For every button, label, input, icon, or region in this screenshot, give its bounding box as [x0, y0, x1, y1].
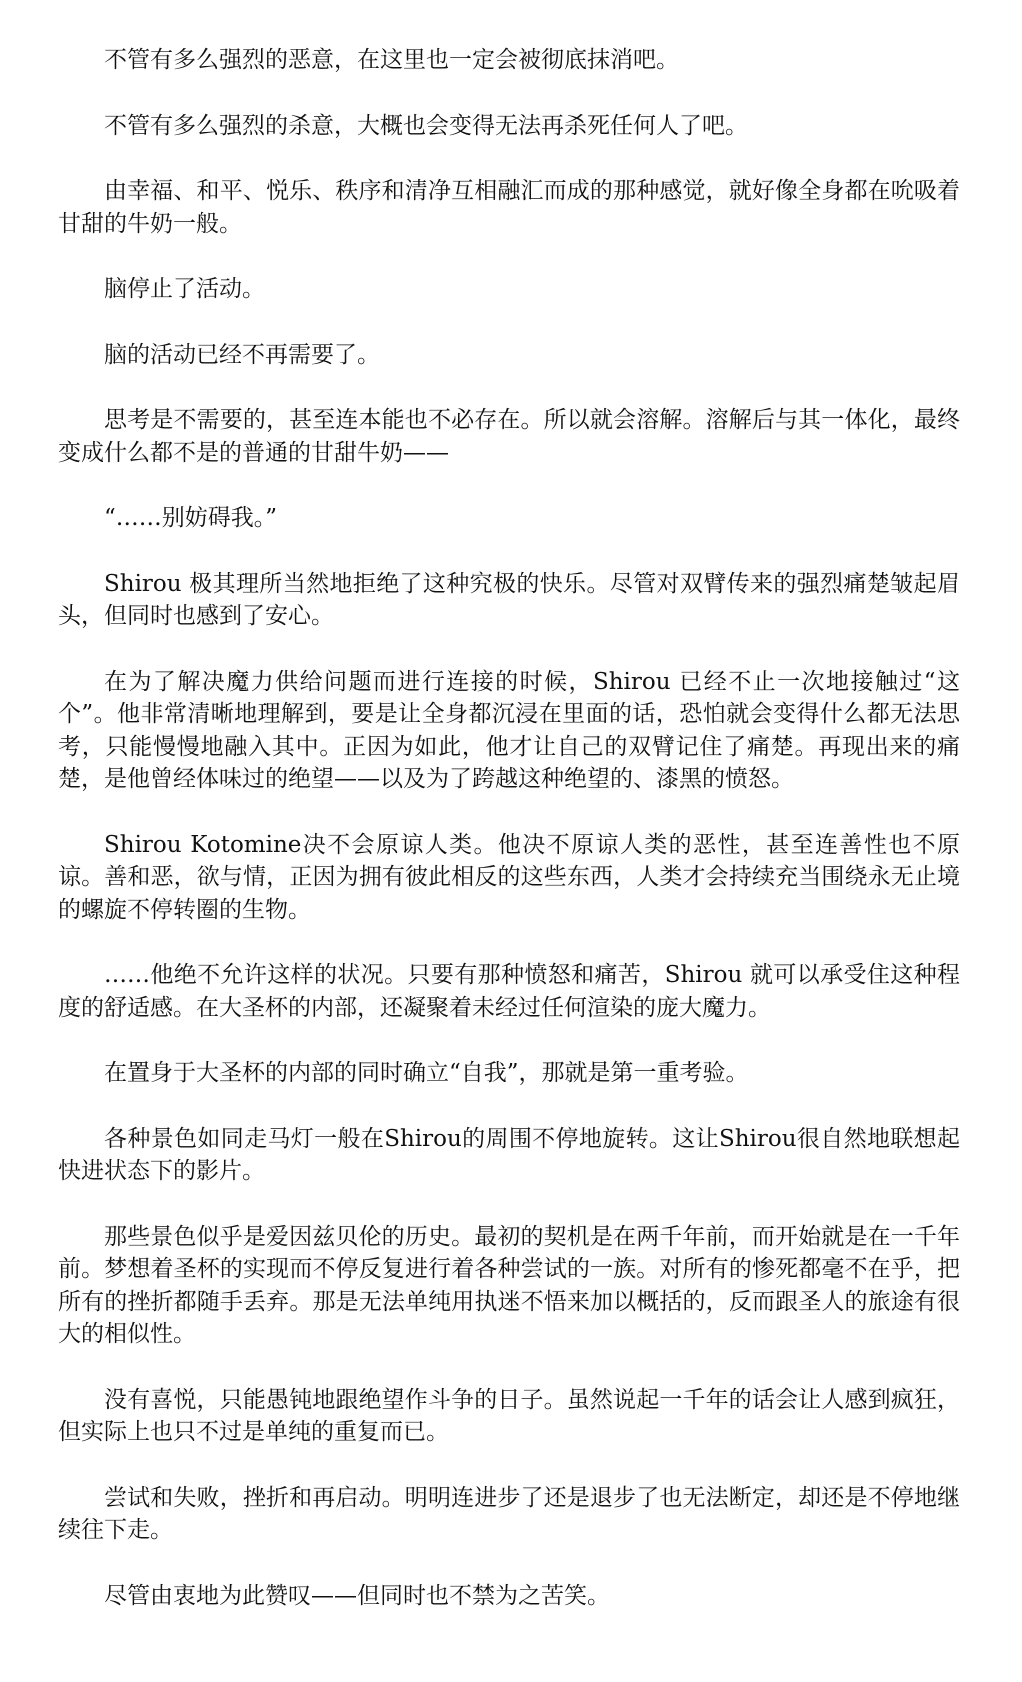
paragraph: 思考是不需要的，甚至连本能也不必存在。所以就会溶解。溶解后与其一体化，最终变成什么都不是的普通的甘甜牛奶—— [58, 407, 960, 466]
paragraph: Shirou 极其理所当然地拒绝了这种究极的快乐。尽管对双臂传来的强烈痛楚皱起眉头，但同时也感到了安心。 [58, 570, 960, 629]
paragraph: 在置身于大圣杯的内部的同时确立“自我”，那就是第一重考验。 [104, 1060, 749, 1086]
paragraph: 脑的活动已经不再需要了。 [104, 341, 380, 368]
paragraph: 在为了解决魔力供给问题而进行连接的时候，Shirou 已经不止一次地接触过“这个”。他非常清晰地理解到，要是让全身都沉浸在里面的话，恐怕就会变得什么都无法思考，只能慢慢地融入其中。正因为如此，他才让自己的双臂记住了痛楚。再现出来的痛楚，是他曾经体味过的绝望——以及为了跨越这种绝望的、漆黑的愤怒。 [58, 668, 960, 792]
paragraph: ……他绝不允许这样的状况。只要有那种愤怒和痛苦，Shirou 就可以承受住这种程度的舒适感。在大圣杯的内部，还凝聚着未经过任何渲染的庞大魔力。 [58, 962, 960, 1021]
paragraph: 尝试和失败，挫折和再启动。明明连进步了还是退步了也无法断定，却还是不停地继续往下走。 [58, 1484, 960, 1543]
paragraph: 不管有多么强烈的杀意，大概也会变得无法再杀死任何人了吧。 [104, 112, 748, 139]
paragraph: “……别妨碍我。” [104, 505, 278, 531]
paragraph: 各种景色如同走马灯一般在Shirou的周围不停地旋转。这让Shirou很自然地联想起快进状态下的影片。 [58, 1125, 960, 1184]
paragraph: 不管有多么强烈的恶意，在这里也一定会被彻底抹消吧。 [104, 47, 679, 73]
paragraph: 由幸福、和平、悦乐、秩序和清净互相融汇而成的那种感觉，就好像全身都在吮吸着甘甜的牛奶一般。 [58, 178, 960, 237]
paragraph: 那些景色似乎是爱因兹贝伦的历史。最初的契机是在两千年前，而开始就是在一千年前。梦想着圣杯的实现而不停反复进行着各种尝试的一族。对所有的惨死都毫不在乎，把所有的挫折都随手丢弃。那是无法单纯用执迷不悟来加以概括的，反而跟圣人的旅途有很大的相似性。 [58, 1223, 960, 1347]
paragraph: Shirou Kotomine决不会原谅人类。他决不原谅人类的恶性，甚至连善性也不原谅。善和恶，欲与情，正因为拥有彼此相反的这些东西，人类才会持续充当围绕永无止境的螺旋不停转圈的生物。 [58, 831, 960, 923]
paragraph: 没有喜悦，只能愚钝地跟绝望作斗争的日子。虽然说起一千年的话会让人感到疯狂，但实际上也只不过是单纯的重复而已。 [58, 1386, 960, 1445]
paragraph: 脑停止了活动。 [104, 276, 265, 302]
paragraph: 尽管由衷地为此赞叹——但同时也不禁为之苦笑。 [104, 1582, 610, 1609]
